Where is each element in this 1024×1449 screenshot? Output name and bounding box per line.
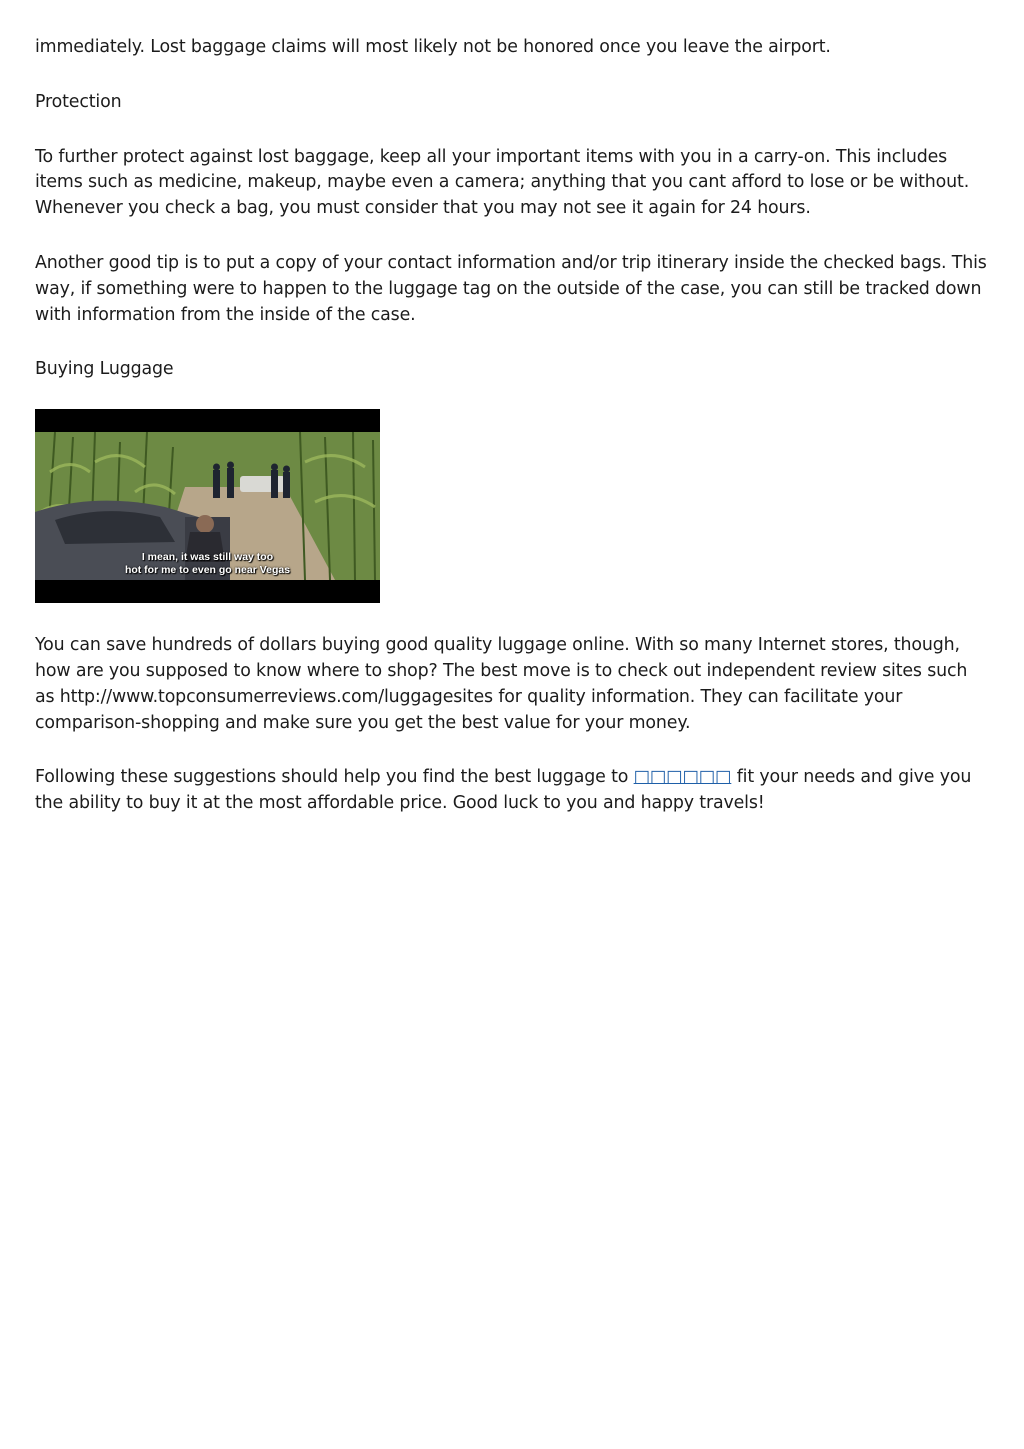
spacer: [35, 328, 990, 357]
video-caption: [35, 551, 380, 577]
paragraph-intro: immediately. Lost baggage claims will most likely not be honored once you leave the airport.: [35, 37, 831, 57]
spacer: [35, 116, 990, 145]
paragraph-conclusion: [35, 765, 990, 817]
spacer: [35, 222, 990, 251]
conclusion-text-before: Following these suggestions should help you find the best luggage to: [35, 767, 634, 788]
spacer: [35, 736, 990, 765]
spacer: [35, 61, 990, 90]
video-still-image: [35, 409, 380, 603]
conclusion-text-after: fit your needs and give you the ability to buy it at the most affordable price. Good luck to you and happy travels!: [35, 767, 972, 814]
heading-buying-luggage: Buying Luggage: [35, 359, 174, 380]
document-page: [35, 35, 990, 817]
paragraph-buying-online: You can save hundreds of dollars buying good quality luggage online. With so many Internet stores, though, how are you supposed to know where to shop? The best move is to check out independent review sites such as http://www.topconsumerreviews.com/luggagesites for quality information. They can facilitate your comparison-shopping and make sure you get the best value for your money.: [35, 635, 968, 733]
paragraph-carry-on: To further protect against lost baggage, keep all your important items with you in a carry-on. This includes items such as medicine, makeup, maybe even a camera; anything that you cant afford to lose or be without. Whenever you check a bag, you must consider that you may not see it again for 24 hours.: [35, 146, 970, 219]
paragraph-contact-info: Another good tip is to put a copy of your contact information and/or trip itinerary inside the checked bags. This way, if something were to happen to the luggage tag on the outside of the case, you can still be tracked down with information from the inside of the case.: [35, 252, 987, 325]
heading-protection: Protection: [35, 91, 122, 112]
caption-line-1: I mean, it was still way too: [141, 551, 274, 564]
inline-link[interactable]: □□□□□□: [633, 767, 732, 788]
caption-line-2: hot for me to even go near Vegas: [124, 564, 291, 577]
